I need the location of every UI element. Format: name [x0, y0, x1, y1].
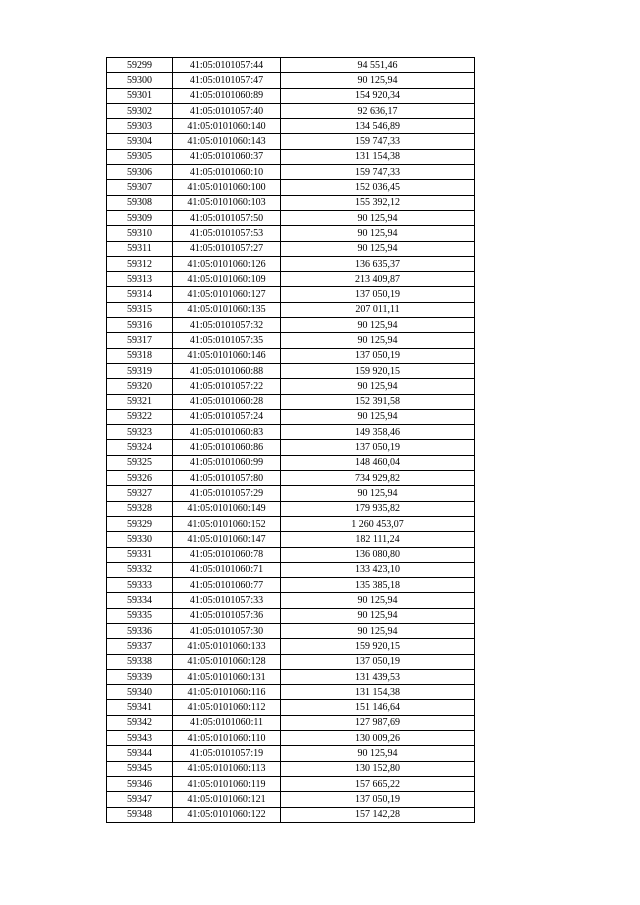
table-row [107, 455, 475, 470]
table-row [107, 547, 475, 562]
row-number-cell: 59337 [107, 639, 173, 654]
cadastral-value-cell: 159 920,15 [281, 639, 475, 654]
cadastral-number-cell: 41:05:0101060:10 [173, 165, 281, 180]
row-number-cell: 59344 [107, 746, 173, 761]
cadastral-number-cell: 41:05:0101057:47 [173, 73, 281, 88]
row-number-cell: 59317 [107, 333, 173, 348]
cadastral-number-cell: 41:05:0101060:146 [173, 348, 281, 363]
table-row [107, 88, 475, 103]
row-number-cell: 59304 [107, 134, 173, 149]
cadastral-number-cell: 41:05:0101057:35 [173, 333, 281, 348]
cadastral-value-cell: 90 125,94 [281, 409, 475, 424]
cadastral-number-cell: 41:05:0101060:147 [173, 532, 281, 547]
table-row [107, 669, 475, 684]
table-row [107, 608, 475, 623]
cadastral-number-cell: 41:05:0101060:140 [173, 119, 281, 134]
table-row [107, 639, 475, 654]
row-number-cell: 59299 [107, 58, 173, 73]
table-row [107, 348, 475, 363]
table-row [107, 103, 475, 118]
row-number-cell: 59302 [107, 103, 173, 118]
row-number-cell: 59323 [107, 425, 173, 440]
row-number-cell: 59306 [107, 165, 173, 180]
table-row [107, 654, 475, 669]
cadastral-value-cell: 90 125,94 [281, 333, 475, 348]
table-row [107, 379, 475, 394]
cadastral-number-cell: 41:05:0101057:30 [173, 623, 281, 638]
table-row [107, 272, 475, 287]
cadastral-number-cell: 41:05:0101060:11 [173, 715, 281, 730]
cadastral-number-cell: 41:05:0101060:86 [173, 440, 281, 455]
cadastral-value-table [106, 57, 475, 823]
row-number-cell: 59313 [107, 272, 173, 287]
row-number-cell: 59311 [107, 241, 173, 256]
cadastral-number-cell: 41:05:0101060:77 [173, 578, 281, 593]
table-body [107, 58, 475, 823]
cadastral-value-cell: 152 036,45 [281, 180, 475, 195]
cadastral-value-cell: 157 665,22 [281, 776, 475, 791]
table-row [107, 685, 475, 700]
cadastral-value-cell: 137 050,19 [281, 440, 475, 455]
row-number-cell: 59338 [107, 654, 173, 669]
table-row [107, 256, 475, 271]
table-row [107, 562, 475, 577]
cadastral-value-cell: 90 125,94 [281, 746, 475, 761]
table-row [107, 394, 475, 409]
table-row [107, 578, 475, 593]
row-number-cell: 59325 [107, 455, 173, 470]
row-number-cell: 59343 [107, 731, 173, 746]
cadastral-number-cell: 41:05:0101057:44 [173, 58, 281, 73]
cadastral-value-cell: 94 551,46 [281, 58, 475, 73]
cadastral-number-cell: 41:05:0101060:112 [173, 700, 281, 715]
cadastral-value-cell: 131 154,38 [281, 149, 475, 164]
table-row [107, 363, 475, 378]
cadastral-value-cell: 154 920,34 [281, 88, 475, 103]
cadastral-value-cell: 134 546,89 [281, 119, 475, 134]
cadastral-value-cell: 130 009,26 [281, 731, 475, 746]
cadastral-number-cell: 41:05:0101057:32 [173, 318, 281, 333]
cadastral-number-cell: 41:05:0101060:88 [173, 363, 281, 378]
cadastral-value-cell: 127 987,69 [281, 715, 475, 730]
cadastral-number-cell: 41:05:0101060:83 [173, 425, 281, 440]
cadastral-value-cell: 130 152,80 [281, 761, 475, 776]
row-number-cell: 59312 [107, 256, 173, 271]
row-number-cell: 59316 [107, 318, 173, 333]
cadastral-value-cell: 90 125,94 [281, 486, 475, 501]
cadastral-value-cell: 136 635,37 [281, 256, 475, 271]
table-row [107, 700, 475, 715]
cadastral-number-cell: 41:05:0101060:126 [173, 256, 281, 271]
table-row [107, 746, 475, 761]
row-number-cell: 59309 [107, 210, 173, 225]
cadastral-number-cell: 41:05:0101060:122 [173, 807, 281, 822]
table-row [107, 165, 475, 180]
cadastral-number-cell: 41:05:0101060:119 [173, 776, 281, 791]
table-row [107, 593, 475, 608]
cadastral-number-cell: 41:05:0101057:53 [173, 226, 281, 241]
table-row [107, 623, 475, 638]
cadastral-number-cell: 41:05:0101060:113 [173, 761, 281, 776]
cadastral-number-cell: 41:05:0101060:28 [173, 394, 281, 409]
cadastral-value-cell: 734 929,82 [281, 471, 475, 486]
cadastral-number-cell: 41:05:0101060:103 [173, 195, 281, 210]
table-row [107, 776, 475, 791]
cadastral-number-cell: 41:05:0101060:37 [173, 149, 281, 164]
table-row [107, 715, 475, 730]
cadastral-number-cell: 41:05:0101057:50 [173, 210, 281, 225]
cadastral-value-cell: 90 125,94 [281, 241, 475, 256]
row-number-cell: 59333 [107, 578, 173, 593]
cadastral-value-cell: 90 125,94 [281, 608, 475, 623]
cadastral-value-cell: 90 125,94 [281, 226, 475, 241]
table-row [107, 149, 475, 164]
cadastral-value-cell: 1 260 453,07 [281, 516, 475, 531]
cadastral-number-cell: 41:05:0101057:19 [173, 746, 281, 761]
table-row [107, 425, 475, 440]
table-row [107, 532, 475, 547]
cadastral-number-cell: 41:05:0101060:152 [173, 516, 281, 531]
cadastral-value-cell: 159 747,33 [281, 165, 475, 180]
cadastral-number-cell: 41:05:0101057:80 [173, 471, 281, 486]
cadastral-value-cell: 136 080,80 [281, 547, 475, 562]
table-row [107, 440, 475, 455]
row-number-cell: 59330 [107, 532, 173, 547]
table-row [107, 210, 475, 225]
table-row [107, 501, 475, 516]
table-row [107, 302, 475, 317]
row-number-cell: 59348 [107, 807, 173, 822]
cadastral-number-cell: 41:05:0101060:110 [173, 731, 281, 746]
cadastral-value-cell: 152 391,58 [281, 394, 475, 409]
table-row [107, 180, 475, 195]
cadastral-value-cell: 149 358,46 [281, 425, 475, 440]
cadastral-value-cell: 90 125,94 [281, 73, 475, 88]
cadastral-value-cell: 131 439,53 [281, 669, 475, 684]
cadastral-number-cell: 41:05:0101060:78 [173, 547, 281, 562]
row-number-cell: 59335 [107, 608, 173, 623]
cadastral-number-cell: 41:05:0101057:33 [173, 593, 281, 608]
cadastral-number-cell: 41:05:0101060:133 [173, 639, 281, 654]
row-number-cell: 59318 [107, 348, 173, 363]
table-row [107, 516, 475, 531]
row-number-cell: 59331 [107, 547, 173, 562]
table-row [107, 134, 475, 149]
cadastral-number-cell: 41:05:0101057:22 [173, 379, 281, 394]
cadastral-number-cell: 41:05:0101057:27 [173, 241, 281, 256]
row-number-cell: 59346 [107, 776, 173, 791]
cadastral-value-cell: 182 111,24 [281, 532, 475, 547]
table-row [107, 731, 475, 746]
row-number-cell: 59300 [107, 73, 173, 88]
cadastral-number-cell: 41:05:0101060:131 [173, 669, 281, 684]
row-number-cell: 59322 [107, 409, 173, 424]
table-row [107, 119, 475, 134]
table-row [107, 287, 475, 302]
cadastral-value-cell: 90 125,94 [281, 623, 475, 638]
cadastral-number-cell: 41:05:0101060:128 [173, 654, 281, 669]
table-row [107, 318, 475, 333]
row-number-cell: 59308 [107, 195, 173, 210]
cadastral-value-cell: 213 409,87 [281, 272, 475, 287]
table-row [107, 807, 475, 822]
table-row [107, 195, 475, 210]
cadastral-value-cell: 90 125,94 [281, 593, 475, 608]
cadastral-number-cell: 41:05:0101060:71 [173, 562, 281, 577]
row-number-cell: 59321 [107, 394, 173, 409]
table-row [107, 333, 475, 348]
cadastral-number-cell: 41:05:0101060:149 [173, 501, 281, 516]
cadastral-number-cell: 41:05:0101060:89 [173, 88, 281, 103]
row-number-cell: 59332 [107, 562, 173, 577]
row-number-cell: 59345 [107, 761, 173, 776]
cadastral-value-cell: 131 154,38 [281, 685, 475, 700]
cadastral-number-cell: 41:05:0101057:24 [173, 409, 281, 424]
table-row [107, 58, 475, 73]
cadastral-value-cell: 135 385,18 [281, 578, 475, 593]
row-number-cell: 59320 [107, 379, 173, 394]
cadastral-number-cell: 41:05:0101060:121 [173, 792, 281, 807]
cadastral-value-cell: 137 050,19 [281, 287, 475, 302]
table-row [107, 241, 475, 256]
cadastral-number-cell: 41:05:0101057:29 [173, 486, 281, 501]
cadastral-number-cell: 41:05:0101060:116 [173, 685, 281, 700]
cadastral-value-cell: 90 125,94 [281, 210, 475, 225]
cadastral-value-cell: 148 460,04 [281, 455, 475, 470]
row-number-cell: 59314 [107, 287, 173, 302]
row-number-cell: 59339 [107, 669, 173, 684]
row-number-cell: 59315 [107, 302, 173, 317]
row-number-cell: 59327 [107, 486, 173, 501]
table-row [107, 761, 475, 776]
cadastral-value-cell: 207 011,11 [281, 302, 475, 317]
row-number-cell: 59347 [107, 792, 173, 807]
cadastral-value-cell: 133 423,10 [281, 562, 475, 577]
cadastral-number-cell: 41:05:0101060:99 [173, 455, 281, 470]
cadastral-value-cell: 155 392,12 [281, 195, 475, 210]
cadastral-value-cell: 179 935,82 [281, 501, 475, 516]
row-number-cell: 59334 [107, 593, 173, 608]
cadastral-value-cell: 90 125,94 [281, 318, 475, 333]
cadastral-number-cell: 41:05:0101057:40 [173, 103, 281, 118]
table-row [107, 792, 475, 807]
table-row [107, 226, 475, 241]
row-number-cell: 59329 [107, 516, 173, 531]
row-number-cell: 59326 [107, 471, 173, 486]
cadastral-number-cell: 41:05:0101060:127 [173, 287, 281, 302]
cadastral-value-cell: 137 050,19 [281, 654, 475, 669]
cadastral-number-cell: 41:05:0101060:109 [173, 272, 281, 287]
row-number-cell: 59336 [107, 623, 173, 638]
row-number-cell: 59301 [107, 88, 173, 103]
cadastral-number-cell: 41:05:0101060:143 [173, 134, 281, 149]
row-number-cell: 59310 [107, 226, 173, 241]
cadastral-value-cell: 90 125,94 [281, 379, 475, 394]
table-row [107, 471, 475, 486]
row-number-cell: 59324 [107, 440, 173, 455]
table-row [107, 409, 475, 424]
table-row [107, 486, 475, 501]
cadastral-value-cell: 92 636,17 [281, 103, 475, 118]
row-number-cell: 59303 [107, 119, 173, 134]
cadastral-value-cell: 137 050,19 [281, 792, 475, 807]
table-row [107, 73, 475, 88]
cadastral-value-cell: 157 142,28 [281, 807, 475, 822]
row-number-cell: 59305 [107, 149, 173, 164]
row-number-cell: 59340 [107, 685, 173, 700]
cadastral-number-cell: 41:05:0101060:135 [173, 302, 281, 317]
row-number-cell: 59307 [107, 180, 173, 195]
row-number-cell: 59342 [107, 715, 173, 730]
row-number-cell: 59319 [107, 363, 173, 378]
cadastral-number-cell: 41:05:0101060:100 [173, 180, 281, 195]
cadastral-value-cell: 137 050,19 [281, 348, 475, 363]
cadastral-value-cell: 159 920,15 [281, 363, 475, 378]
row-number-cell: 59328 [107, 501, 173, 516]
row-number-cell: 59341 [107, 700, 173, 715]
cadastral-number-cell: 41:05:0101057:36 [173, 608, 281, 623]
cadastral-value-cell: 159 747,33 [281, 134, 475, 149]
cadastral-value-cell: 151 146,64 [281, 700, 475, 715]
